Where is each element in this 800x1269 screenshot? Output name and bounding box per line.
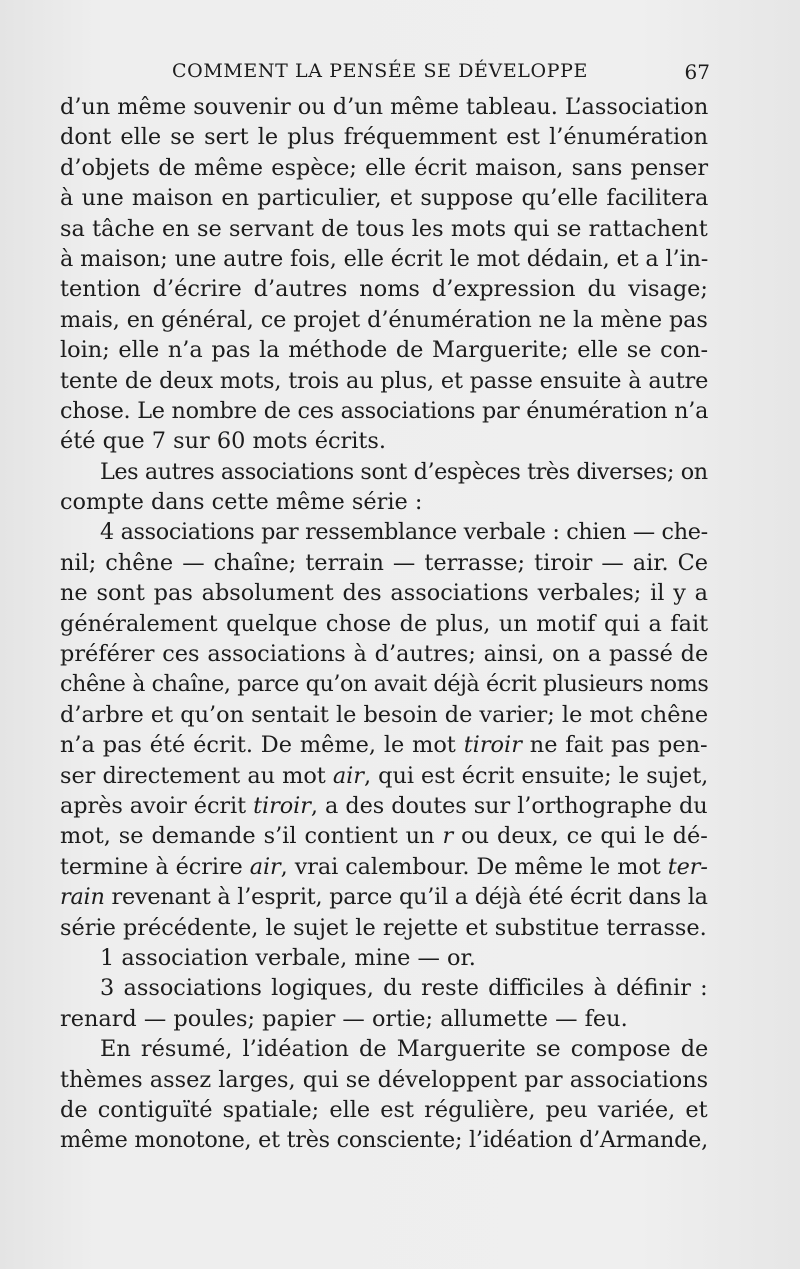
text-line [60, 639, 708, 669]
text-segment: à maison; une autre fois, elle écrit le mot dédain, et a l’in- [60, 245, 709, 272]
text-line [60, 700, 708, 730]
text-segment: été que 7 sur 60 mots écrits. [60, 428, 387, 455]
text-line [60, 730, 708, 760]
text-line [60, 183, 708, 213]
running-head: COMMENT LA PENSÉE SE DÉVELOPPE [172, 60, 588, 82]
text-line [60, 92, 708, 122]
text-segment: préférer ces associations à d’autres; ainsi, on a passé de [60, 641, 709, 668]
text-segment: 3 associations logiques, du reste difficiles à définir : [100, 975, 708, 1002]
text-segment: revenant à l’esprit, parce qu’il a déjà été écrit dans la [104, 884, 708, 911]
text-line [60, 882, 708, 912]
text-line [60, 791, 708, 821]
text-line [60, 1095, 708, 1125]
text-segment: sa tâche en se servant de tous les mots qui se rattachent [60, 215, 708, 242]
text-segment: ne sont pas absolument des associations verbales; il y a [60, 580, 708, 607]
page-header [60, 60, 710, 90]
text-segment: 1 association verbale, mine — or. [100, 944, 476, 971]
text-segment: compte dans cette même série : [60, 489, 423, 516]
text-line [60, 335, 708, 365]
page-number: 67 [684, 60, 710, 84]
text-segment: ser directement au mot [60, 762, 333, 789]
text-line [60, 913, 708, 943]
text-line [60, 1065, 708, 1095]
text-segment: d’arbre et qu’on sentait le besoin de varier; le mot chêne [60, 701, 709, 728]
text-segment: , qui est écrit ensuite; le sujet, [363, 762, 709, 789]
text-line [60, 244, 708, 274]
text-line [60, 578, 708, 608]
text-segment: tente de deux mots, trois au plus, et passe ensuite à autre [60, 367, 709, 394]
text-segment: généralement quelque chose de plus, un motif qui a fait [60, 610, 709, 637]
text-segment: de contiguïté spatiale; elle est régulière, peu variée, et [60, 1096, 708, 1123]
text-segment: série précédente, le sujet le rejette et substitue terrasse. [60, 914, 707, 941]
text-line [60, 487, 708, 517]
italic-word: air [332, 762, 364, 789]
italic-word: rain [60, 884, 105, 911]
text-segment: d’objets de même espèce; elle écrit maison, sans penser [60, 154, 709, 181]
text-line [60, 396, 708, 426]
text-line [60, 852, 708, 882]
text-segment: chose. Le nombre de ces associations par énumération n’a [60, 397, 709, 424]
text-line [60, 669, 708, 699]
text-line [60, 1004, 708, 1034]
text-segment: Les autres associations sont d’espèces très diverses; on [100, 458, 708, 485]
text-segment: tention d’écrire d’autres noms d’expression du visage; [60, 276, 708, 303]
text-line [60, 305, 708, 335]
text-line [60, 457, 708, 487]
text-segment: 4 associations par ressemblance verbale : chien — che- [100, 519, 708, 546]
text-line [60, 122, 708, 152]
text-line [60, 761, 708, 791]
text-segment: En résumé, l’idéation de Marguerite se compose de [100, 1036, 709, 1063]
text-line [60, 821, 708, 851]
text-segment: d’un même souvenir ou d’un même tableau. L’association [60, 94, 709, 120]
text-line [60, 548, 708, 578]
text-line [60, 973, 708, 1003]
text-segment: chêne à chaîne, parce qu’on avait déjà écrit plusieurs noms [60, 671, 709, 698]
text-segment: thèmes assez larges, qui se développent par associations [60, 1066, 709, 1093]
text-segment: , vrai calembour. De même le mot [280, 853, 668, 880]
text-segment: ou deux, ce qui le dé- [453, 823, 708, 850]
text-line [60, 366, 708, 396]
body-text [60, 92, 708, 1156]
italic-word: air [249, 853, 281, 880]
text-line [60, 214, 708, 244]
text-line [60, 943, 708, 973]
text-segment: ne fait pas pen- [521, 732, 708, 759]
text-segment: nil; chêne — chaîne; terrain — terrasse; tiroir — air. Ce [60, 549, 709, 576]
text-segment: après avoir écrit [60, 792, 254, 819]
text-segment: mais, en général, ce projet d’énumération ne la mène pas [60, 306, 708, 333]
text-line [60, 1125, 708, 1155]
italic-word: r [442, 823, 454, 850]
italic-word: tiroir [253, 792, 311, 819]
text-segment: à une maison en particulier, et suppose qu’elle facilitera [60, 185, 709, 212]
text-segment: loin; elle n’a pas la méthode de Marguerite; elle se con- [60, 337, 709, 364]
text-line [60, 274, 708, 304]
text-segment: dont elle se sert le plus fréquemment est l’énumération [60, 124, 709, 151]
text-line [60, 426, 708, 456]
italic-word: tiroir [463, 732, 522, 759]
italic-word: ter- [667, 853, 708, 880]
text-segment: , a des doutes sur l’orthographe du [310, 792, 708, 819]
text-line [60, 153, 708, 183]
text-segment: termine à écrire [60, 853, 250, 880]
text-segment: même monotone, et très consciente; l’idéation d’Armande, [60, 1127, 708, 1154]
text-line [60, 609, 708, 639]
text-segment: mot, se demande s’il contient un [60, 823, 443, 850]
text-line [60, 517, 708, 547]
text-segment: n’a pas été écrit. De même, le mot [60, 732, 464, 759]
text-segment: renard — poules; papier — ortie; allumette — feu. [60, 1005, 628, 1032]
text-line [60, 1034, 708, 1064]
